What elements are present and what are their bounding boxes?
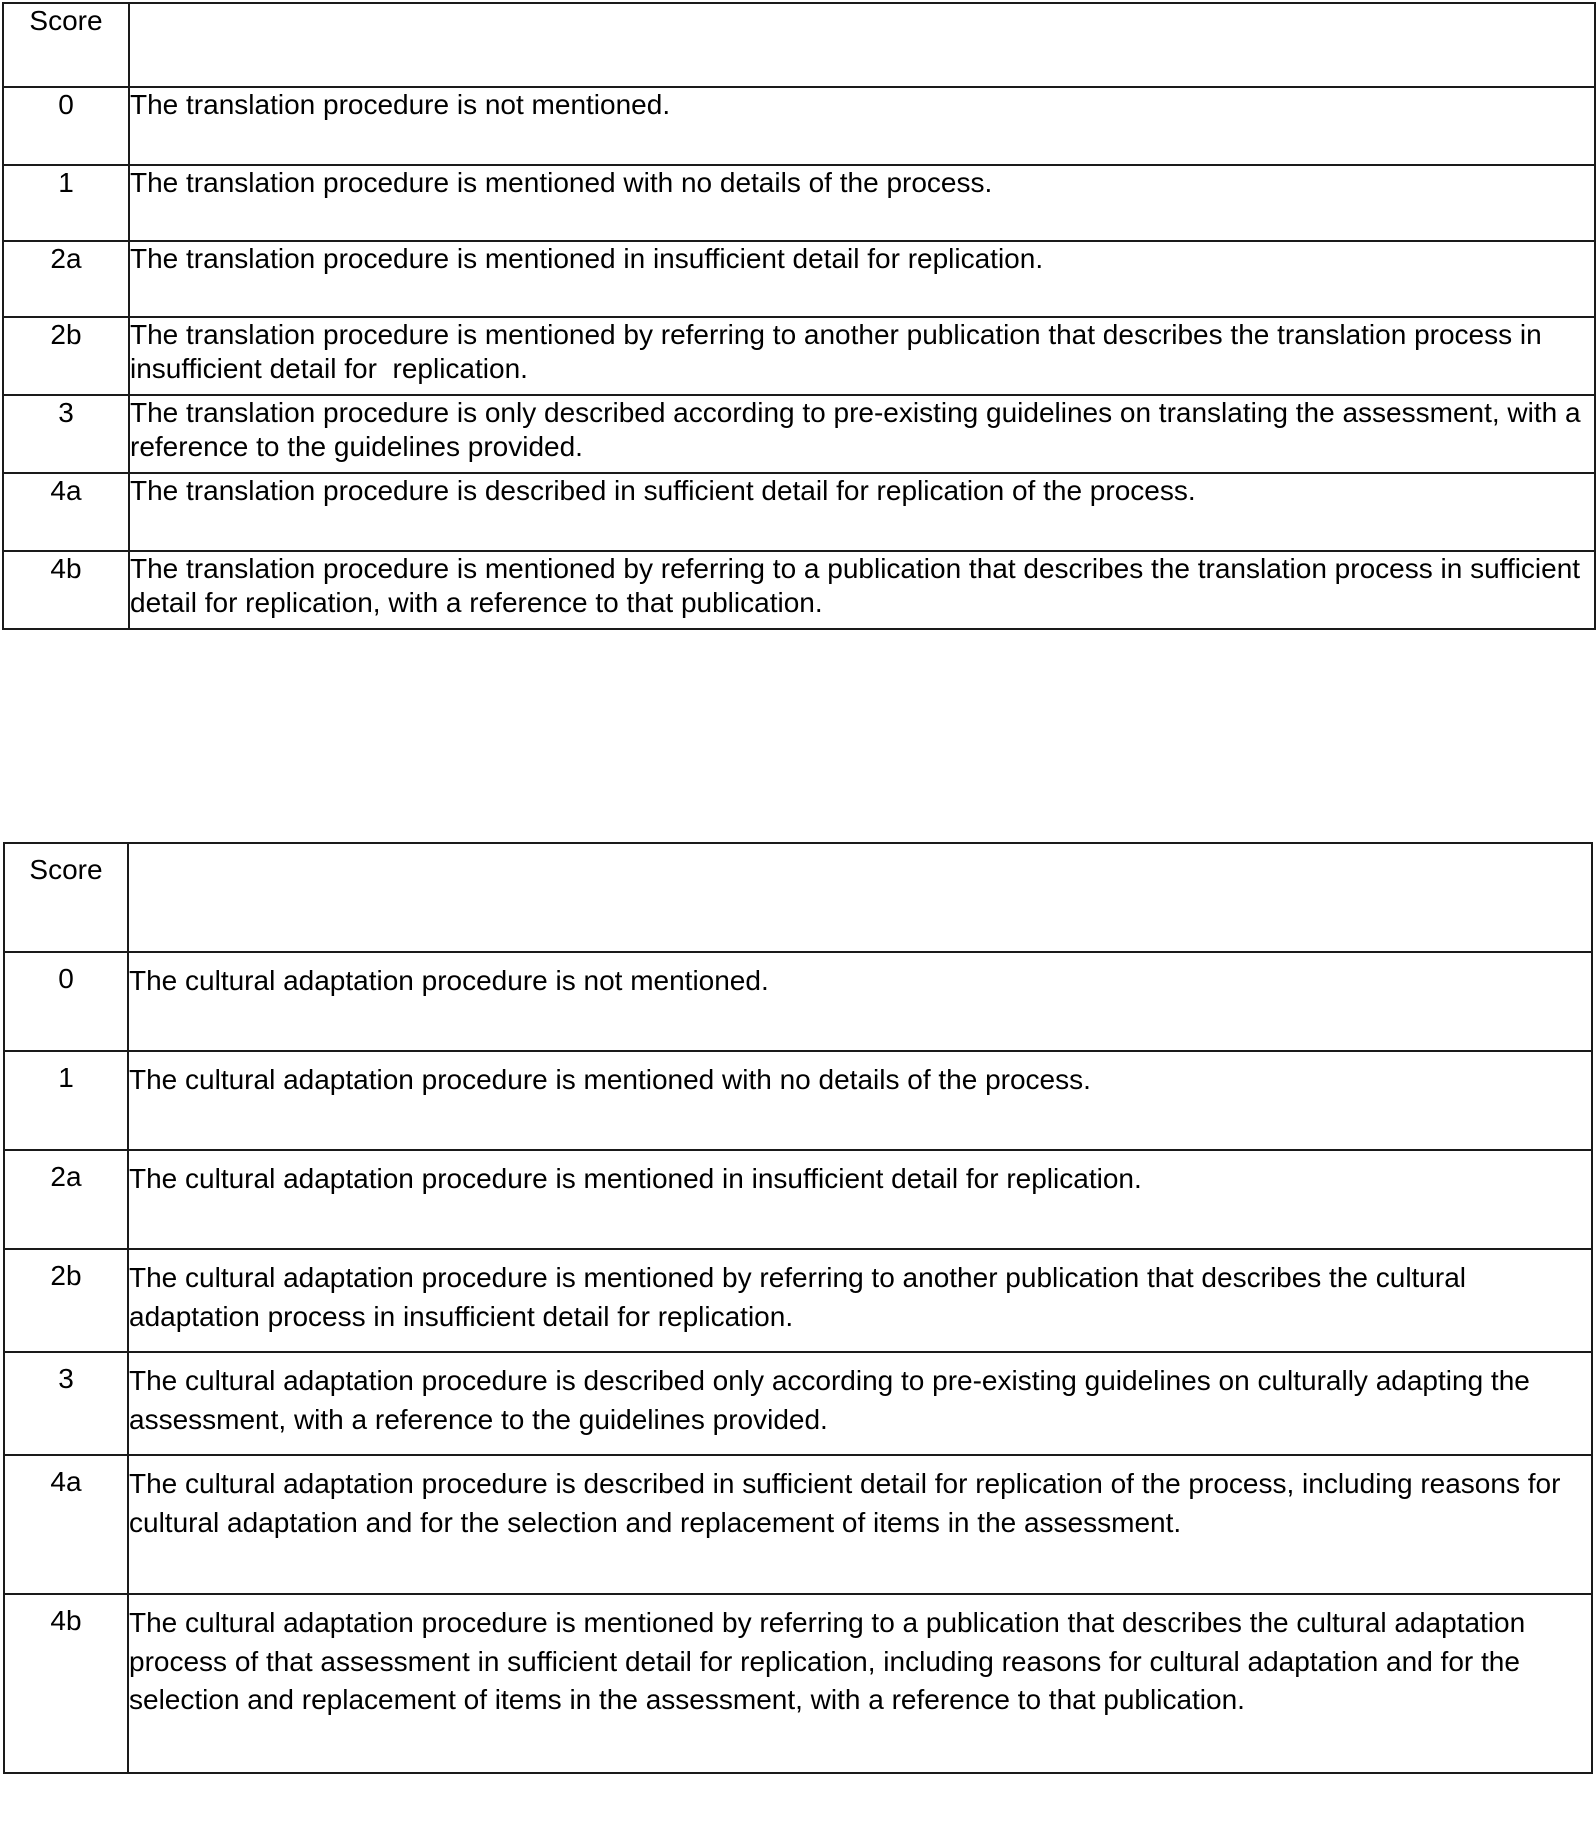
table-row [4,1352,1592,1455]
table-header-row [3,3,1595,87]
score-column-header: Score [3,3,129,87]
table-row [3,473,1595,551]
table-row [4,1150,1592,1249]
description-cell: The translation procedure is described in sufficient detail for replication of the process. [129,473,1595,551]
score-cell: 4a [4,1455,128,1594]
description-cell: The translation procedure is only described according to pre-existing guidelines on translating the assessment, with a reference to the guidelines provided. [129,395,1595,473]
table-row [3,241,1595,317]
description-cell: The translation procedure is not mentioned. [129,87,1595,165]
description-cell: The translation procedure is mentioned by referring to a publication that describes the translation process in sufficient detail for replication, with a reference to that publication. [129,551,1595,629]
table-row [3,551,1595,629]
score-cell: 3 [4,1352,128,1455]
description-cell: The cultural adaptation procedure is mentioned with no details of the process. [128,1051,1592,1150]
table-row [4,1249,1592,1352]
score-cell: 4b [3,551,129,629]
description-cell: The cultural adaptation procedure is mentioned by referring to a publication that describes the cultural adaptation process of that assessment in sufficient detail for replication, including reasons for cultural adaptation and for the selection and replacement of items in the assessment, with a reference to that publication. [128,1594,1592,1773]
score-cell: 0 [3,87,129,165]
description-cell: The cultural adaptation procedure is described only according to pre-existing guidelines on culturally adapting the assessment, with a reference to the guidelines provided. [128,1352,1592,1455]
score-cell: 2b [3,317,129,395]
table-row [3,165,1595,241]
description-column-header [128,843,1592,952]
description-cell: The cultural adaptation procedure is mentioned by referring to another publication that describes the cultural adaptation process in insufficient detail for replication. [128,1249,1592,1352]
score-cell: 4b [4,1594,128,1773]
description-cell: The cultural adaptation procedure is not mentioned. [128,952,1592,1051]
description-cell: The translation procedure is mentioned in insufficient detail for replication. [129,241,1595,317]
table-row [3,395,1595,473]
score-cell: 2b [4,1249,128,1352]
table-row [4,1594,1592,1773]
cultural-adaptation-procedure-rubric-table [3,842,1593,1774]
description-cell: The cultural adaptation procedure is described in sufficient detail for replication of the process, including reasons for cultural adaptation and for the selection and replacement of items in the assessment. [128,1455,1592,1594]
table-row [4,1051,1592,1150]
table-row [3,87,1595,165]
description-cell: The translation procedure is mentioned with no details of the process. [129,165,1595,241]
table-row [4,952,1592,1051]
score-cell: 4a [3,473,129,551]
score-column-header: Score [4,843,128,952]
description-column-header [129,3,1595,87]
score-cell: 1 [3,165,129,241]
description-cell: The translation procedure is mentioned by referring to another publication that describes the translation process in insufficient detail for replication. [129,317,1595,395]
score-cell: 2a [3,241,129,317]
table-header-row [4,843,1592,952]
score-cell: 1 [4,1051,128,1150]
table-row [3,317,1595,395]
score-cell: 2a [4,1150,128,1249]
score-cell: 0 [4,952,128,1051]
description-cell: The cultural adaptation procedure is mentioned in insufficient detail for replication. [128,1150,1592,1249]
score-cell: 3 [3,395,129,473]
table-row [4,1455,1592,1594]
translation-procedure-rubric-table [2,2,1596,630]
